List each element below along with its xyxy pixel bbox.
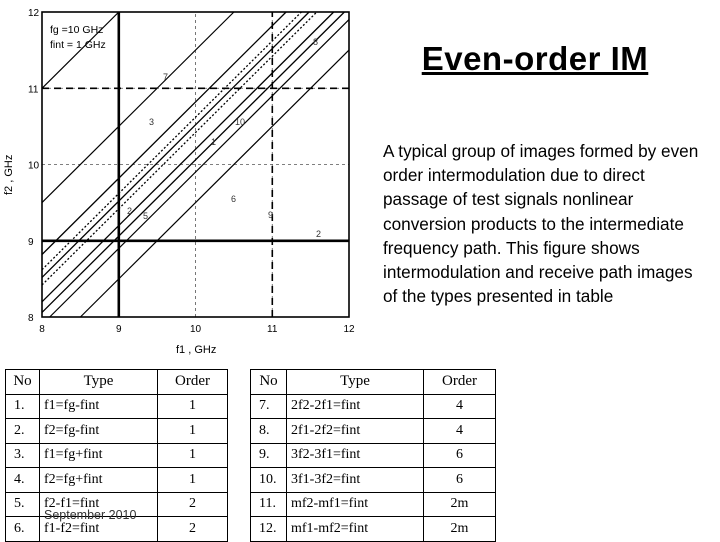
row-type: f2-f1=fint bbox=[40, 492, 158, 517]
line-number-label: 2 bbox=[127, 206, 133, 216]
series-line bbox=[42, 12, 334, 302]
column-header: Order bbox=[424, 370, 496, 395]
row-order: 6 bbox=[424, 468, 496, 493]
row-order: 2m bbox=[424, 517, 496, 542]
line-number-label: 1 bbox=[211, 137, 217, 147]
line-number-label: 8 bbox=[313, 37, 319, 47]
y-tick-label: 9 bbox=[28, 236, 34, 248]
column-header: Order bbox=[158, 370, 228, 395]
row-order: 4 bbox=[424, 394, 496, 419]
y-tick-label: 10 bbox=[28, 160, 40, 172]
chart-ticks bbox=[28, 8, 355, 335]
line-number-label: 6 bbox=[231, 194, 237, 204]
x-tick-label: 8 bbox=[39, 324, 45, 335]
row-order: 2 bbox=[158, 492, 228, 517]
row-type: f1=fg-fint bbox=[40, 394, 158, 419]
line-number-label: 10 bbox=[235, 117, 246, 127]
row-number: 9. bbox=[251, 443, 287, 468]
row-number: 12. bbox=[251, 517, 287, 542]
row-number: 7. bbox=[251, 394, 287, 419]
row-type: f1=fg+fint bbox=[40, 443, 158, 468]
row-number: 4. bbox=[6, 468, 40, 493]
row-number: 6. bbox=[6, 517, 40, 542]
row-order: 2m bbox=[424, 492, 496, 517]
row-type: 3f1-3f2=fint bbox=[287, 468, 424, 493]
annotation-fg: fg =10 GHz bbox=[50, 24, 104, 36]
row-number: 2. bbox=[6, 419, 40, 444]
series-line bbox=[42, 12, 344, 312]
series-line bbox=[50, 20, 349, 317]
series-line bbox=[42, 12, 309, 277]
x-axis-label: f1 , GHz bbox=[176, 344, 217, 356]
footer-date: September 2010 bbox=[44, 508, 137, 522]
x-tick-label: 10 bbox=[189, 324, 202, 335]
y-tick-label: 11 bbox=[28, 84, 39, 96]
table-row bbox=[251, 419, 496, 444]
table-row bbox=[251, 443, 496, 468]
line-number-label: 2 bbox=[316, 229, 322, 239]
body-text: A typical group of images formed by even order intermodulation due to direct passage of test signals nonlinear conversion products to the intermediate frequency path. This figure shows intermodulation and receive path images of the types presented in table bbox=[383, 141, 699, 307]
row-type: f2=fg-fint bbox=[40, 419, 158, 444]
row-type: f2=fg+fint bbox=[40, 468, 158, 493]
column-header: No bbox=[251, 370, 287, 395]
chart-grid bbox=[42, 12, 349, 317]
line-number-label: 5 bbox=[143, 211, 149, 221]
row-order: 2 bbox=[158, 517, 228, 542]
table-row bbox=[251, 394, 496, 419]
row-order: 1 bbox=[158, 419, 228, 444]
row-type: f1-f2=fint bbox=[40, 517, 158, 542]
row-order: 1 bbox=[158, 394, 228, 419]
row-order: 6 bbox=[424, 443, 496, 468]
table-row bbox=[6, 419, 228, 444]
slide-title: Even-order IM bbox=[421, 40, 649, 77]
y-axis-label: f2 , GHz bbox=[3, 154, 15, 195]
row-number: 5. bbox=[6, 492, 40, 517]
row-order: 1 bbox=[158, 443, 228, 468]
x-tick-label: 12 bbox=[343, 324, 355, 335]
row-number: 1. bbox=[6, 394, 40, 419]
line-labels bbox=[127, 37, 321, 239]
x-tick-label: 11 bbox=[267, 324, 278, 335]
row-type: mf1-mf2=fint bbox=[287, 517, 424, 542]
table-row bbox=[6, 443, 228, 468]
table-header-row bbox=[251, 370, 496, 395]
row-type: 3f2-3f1=fint bbox=[287, 443, 424, 468]
table-row bbox=[251, 517, 496, 542]
line-number-label: 7 bbox=[163, 72, 169, 82]
line-number-label: 3 bbox=[149, 117, 155, 127]
column-header: Type bbox=[287, 370, 424, 395]
row-number: 3. bbox=[6, 443, 40, 468]
line-number-label: 9 bbox=[268, 210, 274, 220]
column-header: No bbox=[6, 370, 40, 395]
table-header-row bbox=[6, 370, 228, 395]
table-row bbox=[6, 394, 228, 419]
row-type: 2f2-2f1=fint bbox=[287, 394, 424, 419]
annotation-fint: fint = 1 GHz bbox=[50, 39, 106, 51]
row-type: 2f1-2f2=fint bbox=[287, 419, 424, 444]
row-number: 11. bbox=[251, 492, 287, 517]
table-row bbox=[6, 468, 228, 493]
x-tick-label: 9 bbox=[115, 324, 122, 335]
series-line bbox=[80, 50, 349, 317]
series-line bbox=[42, 12, 317, 285]
row-number: 10. bbox=[251, 468, 287, 493]
row-order: 1 bbox=[158, 468, 228, 493]
row-order: 4 bbox=[424, 419, 496, 444]
y-tick-label: 8 bbox=[28, 313, 34, 324]
column-header: Type bbox=[40, 370, 158, 395]
y-tick-label: 12 bbox=[28, 8, 40, 19]
table-row bbox=[251, 492, 496, 517]
products-table-2 bbox=[250, 369, 496, 542]
table-row bbox=[251, 468, 496, 493]
row-type: mf2-mf1=fint bbox=[287, 492, 424, 517]
row-number: 8. bbox=[251, 419, 287, 444]
